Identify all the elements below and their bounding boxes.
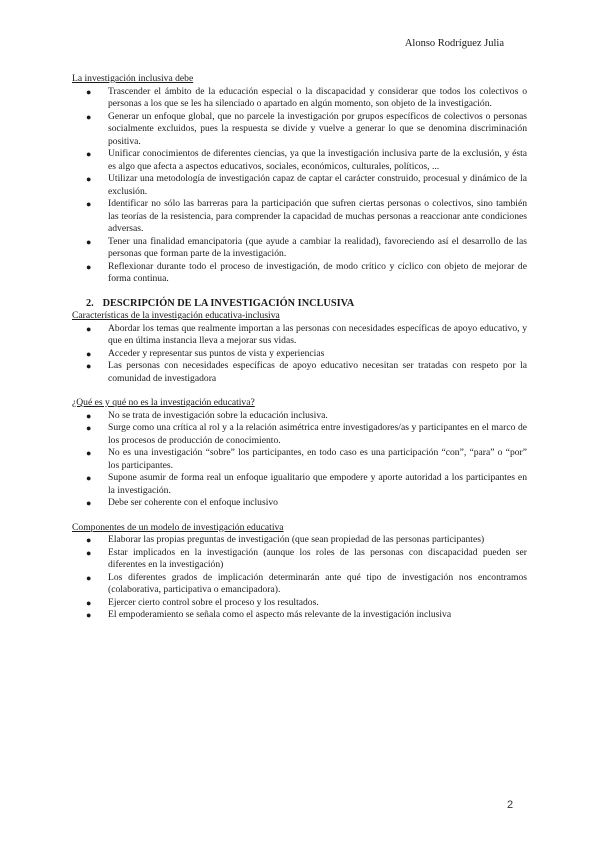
section-title-debe: La investigación inclusiva debe	[72, 73, 194, 84]
bullet-icon: ●	[86, 174, 92, 184]
bullet-icon: ●	[86, 348, 92, 359]
list-item: ● Identificar no sólo las barreras para la participación que sufren ciertas personas o colectivos, sino también las teorías de la resistencia, para comprender la capacidad de muchas personas a reaccionar ante condiciones adversas.	[86, 198, 527, 234]
list-item: ● Utilizar una metodología de investigación capaz de captar el carácter construido, procesual y dinámico de la exclusión.	[86, 173, 527, 197]
bullet-icon: ●	[86, 535, 92, 545]
header-author: Alonso Rodríguez Julia	[404, 38, 504, 49]
page-number: 2	[507, 799, 514, 811]
bullet-icon: ●	[86, 199, 92, 209]
bullet-icon: ●	[86, 111, 92, 122]
bullet-icon: ●	[86, 323, 92, 334]
bullet-icon: ●	[86, 610, 92, 620]
bullet-icon: ●	[86, 361, 92, 371]
list-item: ● Ejercer cierto control sobre el proceso y los resultados.	[86, 596, 319, 608]
list-item: ● Los diferentes grados de implicación determinarán ante qué tipo de investigación nos encontramos (colaborativa, participativa o emancipadora).	[86, 571, 527, 595]
list-item: ● Estar implicados en la investigación (aunque los roles de las personas con discapacidad pueden ser diferentes en la investigación)	[86, 546, 527, 570]
list-item: ● Elaborar las propias preguntas de investigación (que sean propiedad de las personas participantes)	[86, 534, 485, 545]
bullet-icon: ●	[86, 261, 92, 272]
bullet-icon: ●	[86, 448, 92, 458]
section-title-que-es: ¿Qué es y qué no es la investigación educativa?	[72, 397, 255, 408]
list-item: ● Abordar los temas que realmente importan a las personas con necesidades específicas de apoyo educativo, y que en última instancia lleva a mejorar sus vidas.	[86, 322, 527, 346]
list-item: ● No se trata de investigación sobre la educación inclusiva.	[86, 409, 328, 421]
section-title-caracteristicas: Características de la investigación educativa-inclusiva	[72, 310, 280, 321]
bullet-icon: ●	[86, 86, 92, 97]
list-item: ● Reflexionar durante todo el proceso de investigación, de modo crítico y cíclico con objeto de mejorar de forma continua.	[86, 260, 527, 284]
list-item: ● Acceder y representar sus puntos de vista y experiencias	[86, 347, 325, 359]
list-que-es	[72, 410, 527, 510]
bullet-icon: ●	[86, 410, 92, 421]
list-item: ● Supone asumir de forma real un enfoque igualitario que empodere y aporte autoridad a los participantes en la investigación.	[86, 472, 527, 496]
heading-number: 2.	[86, 297, 94, 309]
list-item: ● Las personas con necesidades específicas de apoyo educativo necesitan ser tratadas con respeto por la comunidad de investigadora	[86, 360, 527, 384]
list-item: ● No es una investigación “sobre” los participantes, en todo caso es una participación “con”, “para” o “por” los participantes.	[86, 447, 527, 471]
bullet-icon: ●	[86, 236, 92, 247]
heading-text: DESCRIPCIÓN DE LA INVESTIGACIÓN INCLUSIVA	[102, 297, 355, 309]
bullet-icon: ●	[86, 547, 92, 558]
list-componentes	[72, 534, 527, 622]
list-debe	[72, 86, 527, 286]
list-item: ● Generar un enfoque global, que no parcele la investigación por grupos específicos de colectivos o personas socialmente excluidos, pues la respuesta se divide y vuelve a generar lo que se denomina discriminación positiva.	[86, 110, 527, 147]
list-item: ● El empoderamiento se señala como el aspecto más relevante de la investigación inclusiva	[86, 609, 452, 620]
bullet-icon: ●	[86, 572, 92, 583]
list-item: ● Surge como una crítica al rol y a la relación asimétrica entre investigadores/as y participantes en el marco de los procesos de producción de conocimiento.	[86, 422, 527, 446]
list-caracteristicas	[72, 323, 527, 386]
list-item: ● Tener una finalidad emancipatoria (que ayude a cambiar la realidad), favoreciendo así el desarrollo de las personas que forman parte de la investigación.	[86, 235, 527, 259]
section-heading-2	[72, 298, 527, 311]
list-item: ● Trascender el ámbito de la educación especial o la discapacidad y considerar que todos los colectivos o personas a los que se les ha silenciado o apartado en algún momento, son objeto de la investigación.	[86, 85, 527, 109]
bullet-icon: ●	[86, 423, 92, 433]
list-item: ● Debe ser coherente con el enfoque inclusivo	[86, 497, 278, 508]
bullet-icon: ●	[86, 597, 92, 608]
document-body	[72, 73, 527, 622]
list-item: ● Unificar conocimientos de diferentes ciencias, ya que la investigación inclusiva parte de la exclusión, y ésta es algo que afecta a aspectos educativos, sociales, económicos, culturales, políticos, ...	[86, 148, 527, 172]
bullet-icon: ●	[86, 498, 92, 508]
section-title-componentes: Componentes de un modelo de investigación educativa	[72, 521, 284, 533]
bullet-icon: ●	[86, 149, 92, 159]
bullet-icon: ●	[86, 473, 92, 483]
